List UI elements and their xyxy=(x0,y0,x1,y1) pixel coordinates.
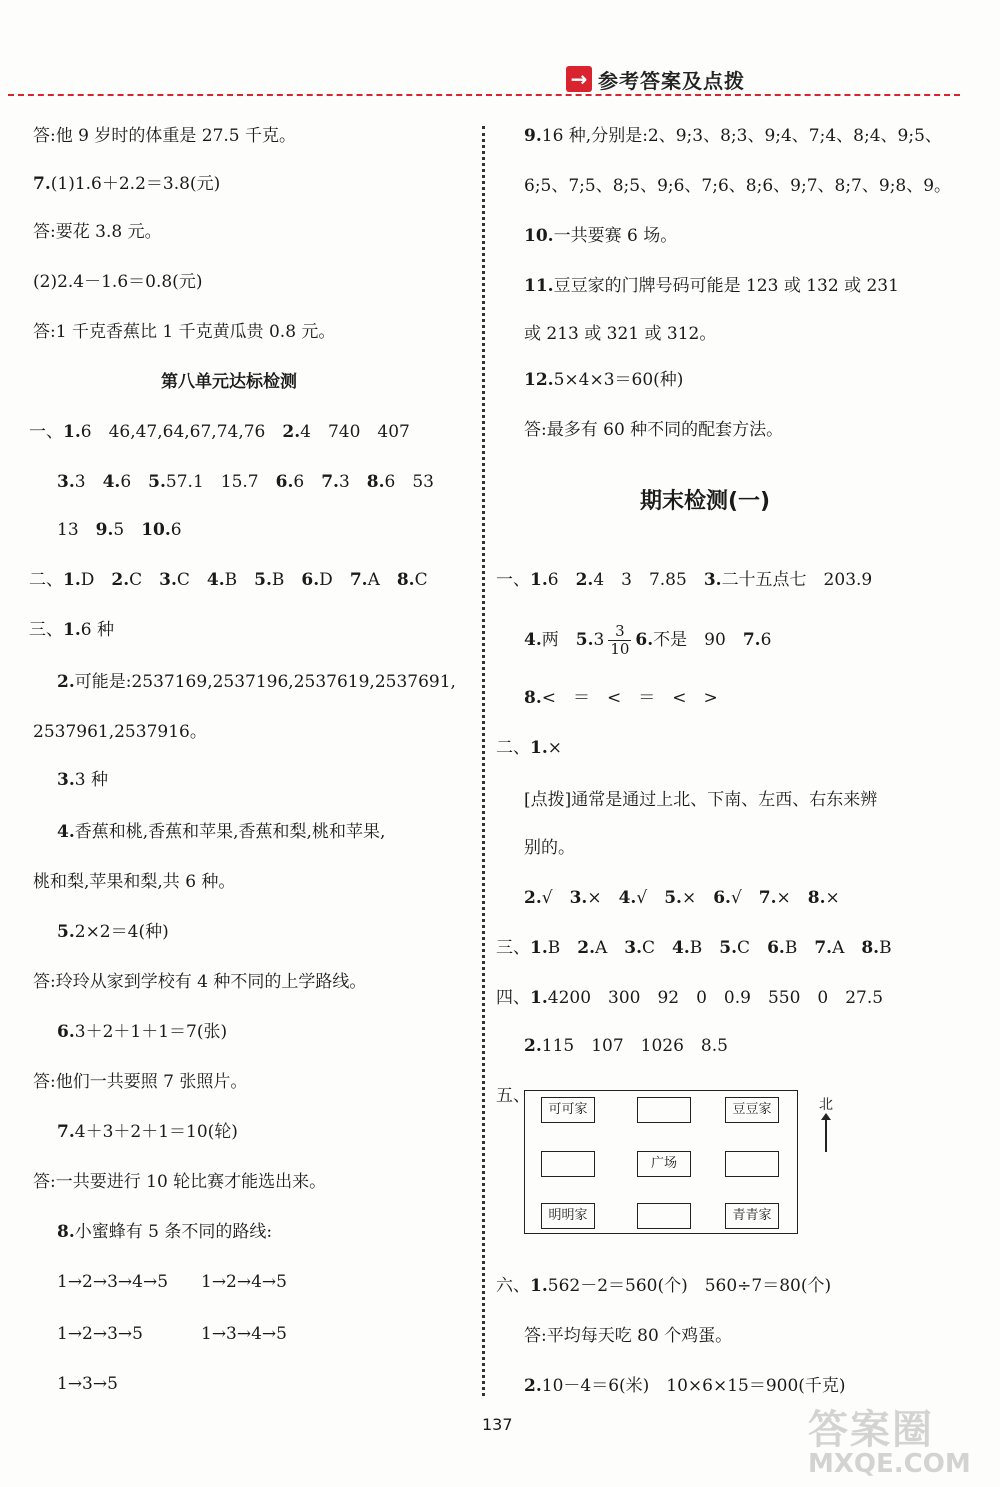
problem-line: 9.16 种,分别是:2、9;3、8;3、9;4、7;4、8;4、9;5、 xyxy=(524,126,942,146)
answer-line: 答:玲玲从家到学校有 4 种不同的上学路线。 xyxy=(33,972,367,992)
problem-line: 12.5×4×3＝60(种) xyxy=(524,370,684,390)
problem-line: 六、1.562－2＝560(个) 560÷7＝80(个) xyxy=(496,1276,832,1296)
answer-line: 答:最多有 60 种不同的配套方法。 xyxy=(524,420,784,440)
problem-line: 11.豆豆家的门牌号码可能是 123 或 132 或 231 xyxy=(524,276,899,296)
problem-line: 8.< ＝ < ＝ < > xyxy=(524,688,718,708)
answer-line: 答:他们一共要照 7 张照片。 xyxy=(33,1072,248,1092)
answer-line: 答:一共要进行 10 轮比赛才能选出来。 xyxy=(33,1172,327,1192)
map-cell-empty xyxy=(637,1203,691,1229)
map-cell-empty xyxy=(725,1151,779,1177)
problem-line: 2.10－4＝6(米) 10×6×15＝900(千克) xyxy=(524,1376,846,1396)
watermark-logo: 答案圈 xyxy=(808,1407,934,1453)
problem-line: 一、1.6 2.4 3 7.85 3.二十五点七 203.9 xyxy=(496,570,873,590)
problem-line: 3.3 种 xyxy=(57,770,108,790)
problem-line: 4.两 5.3 $\frac{3}{10}$ 6.不是 90 7.6 xyxy=(524,622,772,658)
problem-line: 2537961,2537916。 xyxy=(33,722,207,742)
problem-line: 5.2×2＝4(种) xyxy=(57,922,169,942)
exam-title: 期末检测(一) xyxy=(640,489,771,514)
north-arrow-icon xyxy=(825,1118,827,1152)
map-cell-guangchang: 广场 xyxy=(637,1151,691,1177)
answer-line: 答:要花 3.8 元。 xyxy=(33,222,162,242)
problem-line: 6.3＋2＋1＋1＝7(张) xyxy=(57,1022,228,1042)
map-cell-mingmingjia: 明明家 xyxy=(541,1203,595,1229)
problem-line: 13 9.5 10.6 xyxy=(57,520,182,540)
fraction: $\frac{3}{10}$ xyxy=(610,622,630,658)
problem-line: 2.可能是:2537169,2537196,2537619,2537691, xyxy=(57,672,456,692)
route-line: 1→2→3→5 xyxy=(57,1324,143,1344)
problem-line: 或 213 或 321 或 312。 xyxy=(524,324,717,344)
problem-line: 7.4＋3＋2＋1＝10(轮) xyxy=(57,1122,238,1142)
watermark xyxy=(808,1398,971,1479)
problem-line: 4.香蕉和桃,香蕉和苹果,香蕉和梨,桃和苹果, xyxy=(57,822,386,842)
map-frame xyxy=(524,1090,798,1234)
map-cell-kekejia: 可可家 xyxy=(541,1097,595,1123)
problem-line: 四、1.4200 300 92 0 0.9 550 0 27.5 xyxy=(496,988,884,1008)
answer-line: 答:平均每天吃 80 个鸡蛋。 xyxy=(524,1326,733,1346)
problem-line: 二、1.D 2.C 3.C 4.B 5.B 6.D 7.A 8.C xyxy=(29,570,428,590)
problem-line: 10.一共要赛 6 场。 xyxy=(524,226,678,246)
arrow-icon: → xyxy=(566,66,592,92)
direction-map xyxy=(500,1090,940,1240)
route-line: 1→2→3→4→5 xyxy=(57,1272,169,1292)
map-cell-empty xyxy=(541,1151,595,1177)
map-cell-doudoujia: 豆豆家 xyxy=(725,1097,779,1123)
problem-line: (2)2.4－1.6＝0.8(元) xyxy=(33,272,203,292)
problem-line: 3.3 4.6 5.57.1 15.7 6.6 7.3 8.6 53 xyxy=(57,472,434,492)
page-number: 137 xyxy=(482,1415,513,1434)
answer-line: 答:他 9 岁时的体重是 27.5 千克。 xyxy=(33,126,297,146)
problem-line: 7.(1)1.6＋2.2＝3.8(元) xyxy=(33,174,221,194)
header-dashed-line xyxy=(8,94,960,96)
problem-line: 二、1.× xyxy=(496,738,562,758)
problem-line: 8.小蜜蜂有 5 条不同的路线: xyxy=(57,1222,273,1242)
page-header xyxy=(0,62,1000,102)
north-indicator xyxy=(816,1094,836,1150)
answer-line: 答:1 千克香蕉比 1 千克黄瓜贵 0.8 元。 xyxy=(33,322,336,342)
map-cell-qingqingjia: 青青家 xyxy=(725,1203,779,1229)
watermark-url: MXQE.COM xyxy=(808,1449,971,1479)
header-title: 参考答案及点拨 xyxy=(598,69,745,93)
problem-line: 五、 xyxy=(496,1086,530,1106)
section-title: 第八单元达标检测 xyxy=(161,372,297,392)
problem-line: 2.√ 3.× 4.√ 5.× 6.√ 7.× 8.× xyxy=(524,888,840,908)
north-label: 北 xyxy=(819,1097,833,1113)
problem-line: 三、1.B 2.A 3.C 4.B 5.C 6.B 7.A 8.B xyxy=(496,938,892,958)
problem-line: 6;5、7;5、8;5、9;6、7;6、8;6、9;7、8;7、9;8、9。 xyxy=(524,176,952,196)
route-line: 1→3→4→5 xyxy=(201,1324,287,1344)
map-cell-empty xyxy=(637,1097,691,1123)
problem-line: 三、1.6 种 xyxy=(29,620,114,640)
column-divider xyxy=(482,126,485,1396)
hint-line: 别的。 xyxy=(524,838,575,858)
route-line: 1→3→5 xyxy=(57,1374,118,1394)
problem-line: 2.115 107 1026 8.5 xyxy=(524,1036,728,1056)
problem-line: 一、1.6 46,47,64,67,74,76 2.4 740 407 xyxy=(29,422,410,442)
problem-line: 桃和梨,苹果和梨,共 6 种。 xyxy=(33,872,236,892)
route-line: 1→2→4→5 xyxy=(201,1272,287,1292)
hint-line: [点拨]通常是通过上北、下南、左西、右东来辨 xyxy=(524,790,878,810)
